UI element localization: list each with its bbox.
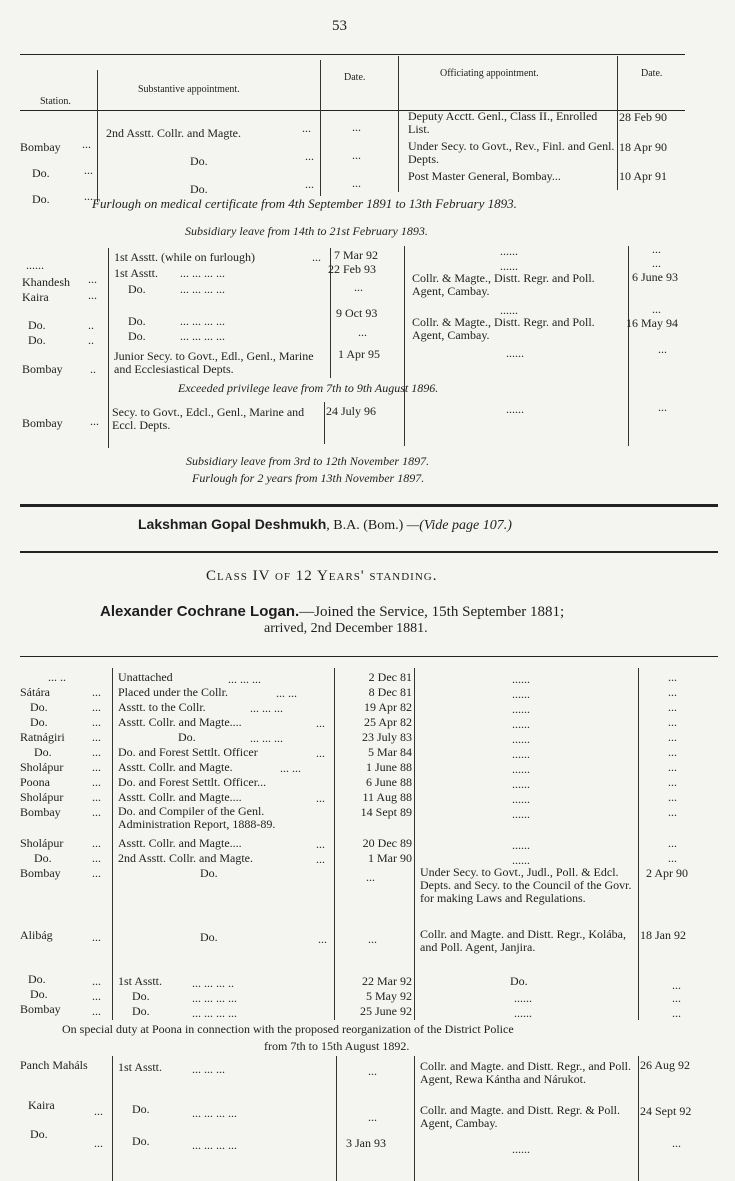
substantive-cell: Do. and Compiler of the Genl. Administration Report, 1888-89.: [118, 804, 276, 831]
leader-dots: ... ... ... ...: [180, 282, 225, 296]
substantive-cell: Junior Secy. to Govt., Edl., Genl., Marine and Ecclesiastical Depts.: [114, 349, 314, 376]
station-cell: Bombay: [20, 1002, 61, 1016]
leader-dots: ...: [92, 730, 101, 744]
substantive-cell: Do.: [200, 866, 218, 880]
leader-dots: ...: [84, 163, 93, 177]
station-cell: Do.: [30, 987, 48, 1001]
col-rule: [628, 246, 629, 446]
off-date-cell: 18 Jan 92: [640, 928, 686, 942]
substantive-cell: Do.: [132, 1134, 150, 1148]
officiating-cell: ......: [512, 702, 530, 716]
date-cell: 1 Mar 90: [368, 851, 412, 865]
col-header-substantive: Substantive appointment.: [138, 84, 240, 95]
date-cell: ...: [368, 1110, 377, 1124]
leader-dots: ...: [92, 760, 101, 774]
off-date-cell: ...: [672, 991, 681, 1005]
officiating-cell: ......: [512, 807, 530, 821]
officiating-cell: Under Secy. to Govt., Judl., Poll. & Edcl. Depts. and Secy. to the Council of the Govr. for making Laws and Regulations.: [420, 865, 632, 905]
officiating-cell: Under Secy. to Govt., Rev., Finl. and Genl. Depts.: [408, 139, 615, 166]
date-cell: 6 June 88: [366, 775, 412, 789]
station-cell: Do.: [28, 318, 46, 332]
col-rule: [414, 1056, 415, 1181]
officiating-cell: ......: [514, 1006, 532, 1020]
col-rule: [638, 668, 639, 1020]
station-cell: Bombay: [20, 805, 61, 819]
special-duty-note: On special duty at Poona in connection with the proposed reorganization of the District Police: [62, 1022, 514, 1036]
station-cell: Do.: [30, 700, 48, 714]
leader-dots: ... ... ... ...: [192, 1106, 237, 1120]
leader-dots: ... ... ... ...: [192, 1006, 237, 1020]
col-rule: [112, 668, 113, 1020]
off-date-cell: ...: [668, 836, 677, 850]
lakshman-entry: [138, 516, 512, 534]
date-cell: 1 Apr 95: [338, 347, 380, 361]
leader-dots: ...: [92, 745, 101, 759]
date-cell: ...: [352, 148, 361, 162]
off-date-cell: 24 Sept 92: [640, 1104, 692, 1118]
station-cell: Alibág: [20, 928, 53, 942]
leader-dots: ...: [92, 700, 101, 714]
officiating-cell: Collr. & Magte., Distt. Regr. and Poll. Agent, Cambay.: [412, 315, 595, 342]
officer-degree: , B.A. (Bom.): [326, 518, 404, 533]
date-cell: 25 June 92: [360, 1004, 412, 1018]
leader-dots: ...: [305, 149, 314, 163]
col-header-station: Station.: [40, 96, 71, 107]
station-cell: Do.: [28, 333, 46, 347]
leader-dots: ...: [312, 250, 321, 264]
off-date-cell: ...: [652, 302, 661, 316]
leader-dots: ...: [316, 852, 325, 866]
date-cell: 5 Mar 84: [368, 745, 412, 759]
header-top-rule: [20, 54, 685, 55]
station-cell: ......: [26, 258, 44, 272]
leader-dots: ... ...: [280, 761, 301, 775]
leader-dots: ..: [90, 362, 96, 376]
date-cell: 22 Mar 92: [362, 974, 412, 988]
off-date-cell: ...: [668, 805, 677, 819]
date-cell: 23 July 83: [361, 730, 412, 744]
leader-dots: ...: [88, 288, 97, 302]
leader-dots: ... ...: [276, 686, 297, 700]
off-date-cell: ...: [658, 400, 667, 414]
leader-dots: ..: [88, 333, 94, 347]
substantive-cell: Do.: [132, 1004, 150, 1018]
off-date-cell: 16 May 94: [626, 316, 678, 330]
col-rule: [404, 246, 405, 446]
station-cell: ... ..: [48, 670, 66, 684]
date-cell: 9 Oct 93: [336, 306, 378, 320]
off-date-cell: 26 Aug 92: [640, 1058, 691, 1072]
date-cell: ...: [366, 870, 375, 884]
off-date-cell: 28 Feb 90: [619, 110, 667, 124]
substantive-cell: Do. and Forest Settlt. Officer...: [118, 775, 267, 789]
officiating-cell: ......: [512, 1142, 530, 1156]
leader-dots: ...: [316, 791, 325, 805]
substantive-cell: 1st Asstt.: [114, 266, 159, 280]
off-date-cell: ...: [668, 760, 677, 774]
off-date-cell: ...: [668, 790, 677, 804]
date-cell: 7 Mar 92: [334, 248, 378, 262]
substantive-cell: Do.: [128, 282, 146, 296]
off-date-cell: ...: [652, 242, 661, 256]
page-number: 53: [332, 18, 347, 34]
officiating-cell: ......: [506, 402, 524, 416]
off-date-cell: ...: [672, 1136, 681, 1150]
off-date-cell: ...: [668, 670, 677, 684]
officiating-cell: ......: [512, 853, 530, 867]
substantive-cell: Asstt. Collr. and Magte.: [118, 760, 233, 774]
station-cell: Do.: [32, 192, 50, 206]
station-cell: Kaira: [28, 1098, 55, 1112]
officiating-cell: ......: [512, 838, 530, 852]
col-rule: [638, 1056, 639, 1181]
officiating-cell: ......: [512, 777, 530, 791]
officiating-cell: Collr. and Magte. and Distt. Regr., Kolába, and Poll. Agent, Janjira.: [420, 927, 626, 954]
date-cell: ...: [368, 1064, 377, 1078]
station-cell: Bombay: [20, 140, 61, 154]
col-header-officiating: Officiating appointment.: [440, 68, 539, 79]
exceeded-leave-note: Exceeded privilege leave from 7th to 9th August 1896.: [178, 381, 439, 395]
station-cell: Bombay: [22, 416, 63, 430]
substantive-cell: Asstt. to the Collr.: [118, 700, 206, 714]
officer-joined: —Joined the Service, 15th September 1881;: [299, 604, 565, 620]
officiating-cell: ......: [500, 244, 518, 258]
date-cell: 14 Sept 89: [360, 805, 412, 819]
date-cell: 24 July 96: [326, 404, 377, 418]
leader-dots: ...: [92, 866, 101, 880]
substantive-cell: Do.: [128, 329, 146, 343]
leader-dots: ... ... ... ..: [192, 976, 234, 990]
date-cell: 1 June 88: [366, 760, 412, 774]
substantive-cell: Do. and Forest Settlt. Officer: [118, 745, 258, 759]
leader-dots: ... ... ... ...: [180, 314, 225, 328]
officiating-cell: ......: [500, 259, 518, 273]
station-cell: Kaira: [22, 290, 49, 304]
off-date-cell: ...: [668, 715, 677, 729]
substantive-cell: 2nd Asstt. Collr. and Magte.: [106, 126, 241, 140]
off-date-cell: 18 Apr 90: [619, 140, 667, 154]
station-cell: Sátára: [20, 685, 50, 699]
leader-dots: ...: [92, 775, 101, 789]
section-divider: [20, 504, 718, 507]
officiating-cell: ......: [512, 762, 530, 776]
leader-dots: ...: [316, 716, 325, 730]
officer-name: Lakshman Gopal Deshmukh: [138, 516, 327, 532]
substantive-cell: Asstt. Collr. and Magte....: [118, 715, 242, 729]
off-date-cell: ...: [668, 685, 677, 699]
off-date-cell: ...: [668, 745, 677, 759]
substantive-cell: Do.: [178, 730, 196, 744]
station-cell: Do.: [30, 1127, 48, 1141]
officiating-cell: ......: [512, 717, 530, 731]
off-date-cell: ...: [672, 978, 681, 992]
leader-dots: ... ... ...: [250, 731, 283, 745]
leader-dots: ... ... ... ...: [192, 991, 237, 1005]
officiating-cell: ......: [512, 687, 530, 701]
col-rule: [112, 1056, 113, 1181]
substantive-cell: Do.: [128, 314, 146, 328]
col-header-date: Date.: [344, 72, 366, 83]
station-cell: Khandesh: [22, 275, 70, 289]
special-duty-dates: from 7th to 15th August 1892.: [264, 1039, 410, 1053]
substantive-cell: 1st Asstt. (while on furlough): [114, 250, 255, 264]
leader-dots: ...: [88, 272, 97, 286]
substantive-cell: Asstt. Collr. and Magte....: [118, 790, 242, 804]
station-cell: Sholápur: [20, 836, 64, 850]
station-cell: Sholápur: [20, 760, 64, 774]
leader-dots: ... ... ...: [192, 1062, 225, 1076]
section-divider: [20, 551, 718, 553]
date-cell: ...: [358, 325, 367, 339]
date-cell: 25 Apr 82: [364, 715, 412, 729]
station-cell: Do.: [34, 851, 52, 865]
station-cell: Bombay: [20, 866, 61, 880]
off-date-cell: 6 June 93: [632, 270, 678, 284]
leader-dots: ...: [90, 414, 99, 428]
officiating-cell: ......: [512, 732, 530, 746]
leader-dots: ... ... ... ...: [192, 1138, 237, 1152]
leader-dots: ...: [302, 121, 311, 135]
leader-dots: ...: [92, 715, 101, 729]
logan-entry: [100, 603, 564, 621]
substantive-cell: Secy. to Govt., Edcl., Genl., Marine and Eccl. Depts.: [112, 405, 305, 432]
off-date-cell: ...: [668, 775, 677, 789]
date-cell: 5 May 92: [366, 989, 412, 1003]
off-date-cell: 2 Apr 90: [646, 866, 688, 880]
col-rule: [324, 402, 325, 444]
officiating-cell: ......: [512, 747, 530, 761]
officiating-cell: Do.: [510, 974, 528, 988]
leader-dots: ...: [92, 930, 101, 944]
date-cell: 3 Jan 93: [346, 1136, 386, 1150]
leader-dots: ...: [316, 837, 325, 851]
leader-dots: ... ... ... ...: [180, 266, 225, 280]
substantive-cell: Asstt. Collr. and Magte....: [118, 836, 242, 850]
officer-name: Alexander Cochrane Logan.: [100, 603, 300, 620]
substantive-cell: Do.: [190, 182, 208, 196]
officiating-cell: Collr. and Magte. and Distt. Regr. & Poll. Agent, Cambay.: [420, 1103, 620, 1130]
col-rule: [398, 56, 399, 192]
officiating-cell: ......: [514, 991, 532, 1005]
officiating-cell: ......: [506, 346, 524, 360]
subsidiary-leave-note: Subsidiary leave from 3rd to 12th November 1897.: [186, 454, 430, 468]
leader-dots: ... ... ...: [228, 672, 261, 686]
col-header-date2: Date.: [641, 68, 663, 79]
date-cell: 19 Apr 82: [364, 700, 412, 714]
date-cell: ...: [354, 280, 363, 294]
leader-dots: ... ... ... ...: [180, 329, 225, 343]
subsidiary-leave-note: Subsidiary leave from 14th to 21st February 1893.: [185, 224, 428, 238]
date-cell: ...: [368, 932, 377, 946]
leader-dots: ...: [92, 836, 101, 850]
substantive-cell: Do.: [132, 1102, 150, 1116]
officiating-cell: ......: [500, 303, 518, 317]
leader-dots: ...: [94, 1104, 103, 1118]
station-cell: Do.: [32, 166, 50, 180]
station-cell: Poona: [20, 775, 50, 789]
officiating-cell: Collr. & Magte., Distt. Regr. and Poll. Agent, Cambay.: [412, 271, 595, 298]
leader-dots: ...: [92, 989, 101, 1003]
col-rule: [336, 1056, 337, 1181]
substantive-cell: 1st Asstt.: [118, 974, 163, 988]
off-date-cell: ...: [668, 851, 677, 865]
col-rule: [97, 70, 98, 202]
off-date-cell: 10 Apr 91: [619, 169, 667, 183]
substantive-cell: 1st Asstt.: [118, 1060, 163, 1074]
leader-dots: ...: [92, 790, 101, 804]
off-date-cell: ...: [668, 730, 677, 744]
leader-dots: ...: [94, 1136, 103, 1150]
station-cell: Do.: [34, 745, 52, 759]
col-rule: [334, 668, 335, 1020]
substantive-cell: Do.: [200, 930, 218, 944]
substantive-cell: 2nd Asstt. Collr. and Magte.: [118, 851, 253, 865]
date-cell: 20 Dec 89: [362, 836, 412, 850]
leader-dots: ...: [92, 974, 101, 988]
officiating-cell: ......: [512, 672, 530, 686]
off-date-cell: ...: [672, 1006, 681, 1020]
date-cell: 2 Dec 81: [368, 670, 412, 684]
officiating-cell: Collr. and Magte. and Distt. Regr., and Poll. Agent, Rewa Kántha and Nárukot.: [420, 1059, 631, 1086]
date-cell: 8 Dec 81: [368, 685, 412, 699]
officiating-cell: Post Master General, Bombay...: [408, 169, 561, 183]
leader-dots: ...: [92, 1004, 101, 1018]
officiating-cell: ......: [512, 792, 530, 806]
leader-dots: ... ... ...: [250, 701, 283, 715]
officer-arrived: arrived, 2nd December 1881.: [264, 621, 428, 636]
officiating-cell: Deputy Acctt. Genl., Class II., Enrolled List.: [408, 109, 598, 136]
substantive-cell: Do.: [132, 989, 150, 1003]
leader-dots: ...: [84, 189, 93, 203]
leader-dots: ...: [92, 851, 101, 865]
date-cell: 22 Feb 93: [328, 262, 376, 276]
table-rule: [20, 656, 718, 657]
station-cell: Do.: [30, 715, 48, 729]
leader-dots: ...: [92, 685, 101, 699]
furlough-note: Furlough on medical certificate from 4th September 1891 to 13th February 1893.: [92, 196, 517, 211]
col-rule: [108, 248, 109, 448]
leader-dots: ...: [82, 137, 91, 151]
substantive-cell: Placed under the Collr.: [118, 685, 228, 699]
station-cell: Sholápur: [20, 790, 64, 804]
substantive-cell: Unattached: [118, 670, 173, 684]
off-date-cell: ...: [658, 342, 667, 356]
class-heading: Class IV of 12 Years' standing.: [206, 568, 438, 584]
page-reference: —(Vide page 107.): [403, 518, 512, 533]
station-cell: Do.: [28, 972, 46, 986]
station-cell: Ratnágiri: [20, 730, 65, 744]
leader-dots: ...: [316, 746, 325, 760]
date-cell: ...: [352, 176, 361, 190]
col-rule: [320, 60, 321, 196]
leader-dots: ..: [88, 318, 94, 332]
off-date-cell: ...: [652, 256, 661, 270]
off-date-cell: ...: [668, 700, 677, 714]
date-cell: 11 Aug 88: [362, 790, 412, 804]
station-cell: Bombay: [22, 362, 63, 376]
date-cell: ...: [352, 120, 361, 134]
furlough-note: Furlough for 2 years from 13th November 1897.: [192, 471, 425, 485]
leader-dots: ...: [92, 805, 101, 819]
col-rule: [414, 668, 415, 1020]
substantive-cell: Do.: [190, 154, 208, 168]
leader-dots: ...: [305, 177, 314, 191]
leader-dots: ...: [318, 932, 327, 946]
station-cell: Panch Maháls: [20, 1058, 88, 1072]
